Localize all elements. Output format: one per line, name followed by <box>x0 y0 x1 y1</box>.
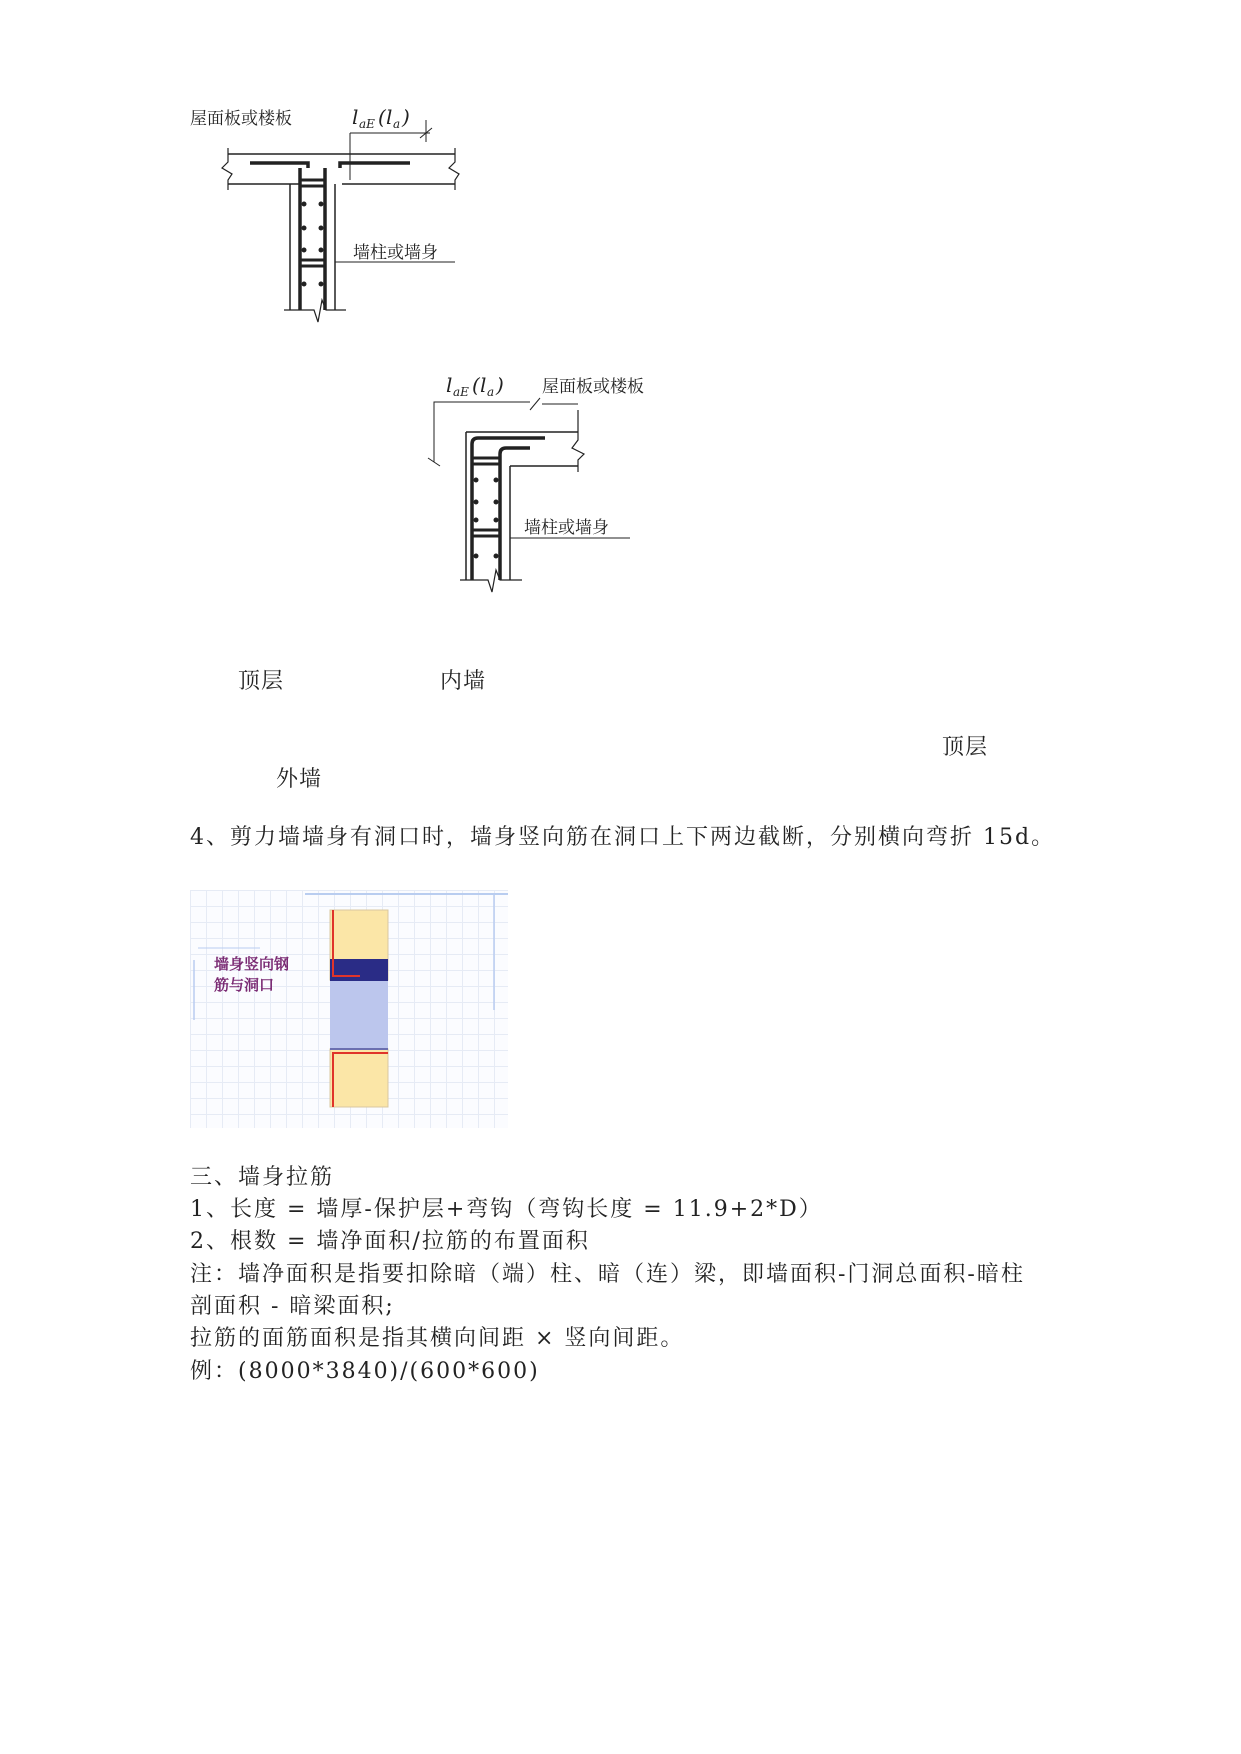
inner-wall-rebar-diagram <box>180 100 510 370</box>
svg-text:a: a <box>393 117 401 131</box>
section-3-line-3: 注：墙净面积是指要扣除暗（端）柱、暗（连）梁，即墙面积-门洞总面积-暗柱 <box>190 1262 1025 1287</box>
svg-text:l: l <box>480 373 487 397</box>
section-3-heading: 三、墙身拉筋 <box>190 1165 335 1190</box>
wall-label: 墙柱或墙身 <box>524 518 609 538</box>
svg-text:l: l <box>446 373 453 397</box>
slab-label: 屋面板或楼板 <box>190 109 292 129</box>
anchor-length-label <box>352 105 410 131</box>
section-3-line-2: 2、根数 = 墙净面积/拉筋的布置面积 <box>190 1229 590 1254</box>
slab-label: 屋面板或楼板 <box>542 377 644 397</box>
svg-text:): ) <box>496 373 504 397</box>
item-4-text: 4、剪力墙墙身有洞口时，墙身竖向筋在洞口上下两边截断，分别横向弯折 15d。 <box>190 825 1056 850</box>
caption-top-floor-2: 顶层 <box>942 735 989 760</box>
svg-text:): ) <box>402 105 410 129</box>
wall-opening-diagram <box>190 890 508 1128</box>
section-3-line-6: 例：(8000*3840)/(600*600) <box>190 1359 540 1384</box>
svg-text:(: ( <box>472 373 480 397</box>
svg-text:aE: aE <box>359 117 375 131</box>
svg-text:(: ( <box>378 105 386 129</box>
anchor-length-label <box>446 373 504 399</box>
svg-text:aE: aE <box>453 385 469 399</box>
caption-top-floor-1: 顶层 <box>238 669 285 694</box>
section-3-line-4: 剖面积 - 暗梁面积; <box>190 1294 395 1319</box>
section-3-line-1: 1、长度 = 墙厚-保护层+弯钩（弯钩长度 = 11.9+2*D） <box>190 1197 823 1222</box>
caption-inner-wall: 内墙 <box>440 669 487 694</box>
diagram-label: 墙身竖向钢 筋与洞口 <box>214 955 290 994</box>
section-3-line-5: 拉筋的面筋面积是指其横向间距 × 竖向间距。 <box>190 1326 685 1351</box>
svg-text:l: l <box>352 105 359 129</box>
wall-label: 墙柱或墙身 <box>353 243 438 263</box>
outer-wall-rebar-diagram <box>420 362 670 622</box>
svg-text:a: a <box>487 385 495 399</box>
caption-outer-wall: 外墙 <box>276 767 323 792</box>
svg-text:l: l <box>386 105 393 129</box>
